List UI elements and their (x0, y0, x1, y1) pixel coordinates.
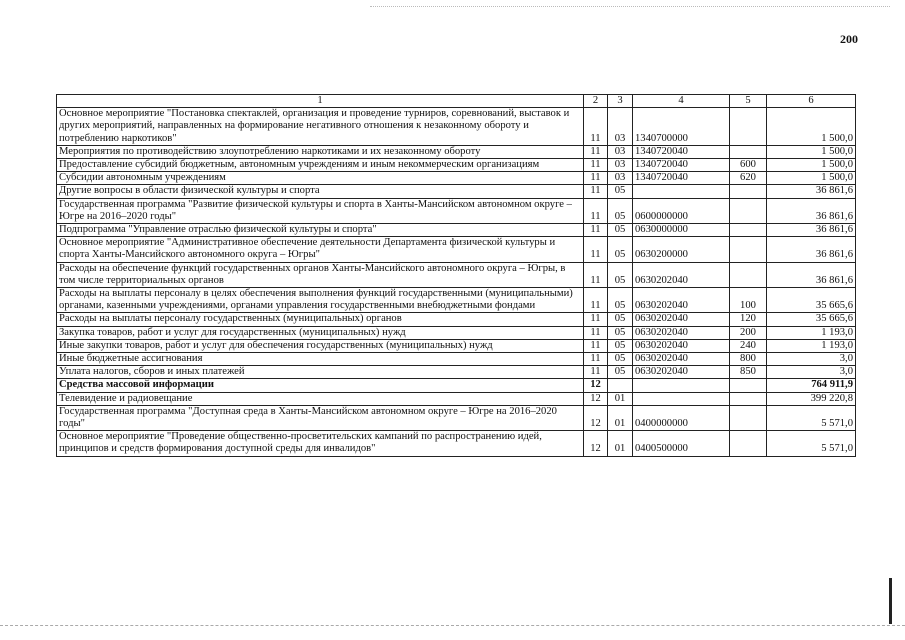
row-amount-cell: 399 220,8 (767, 392, 856, 405)
table-row (57, 339, 856, 352)
row-section-cell: 11 (584, 288, 608, 313)
row-name-cell: Расходы на выплаты персоналу государственных (муниципальных) органов (57, 313, 584, 326)
row-expense-type-cell: 600 (730, 159, 767, 172)
row-expense-type-cell (730, 237, 767, 262)
row-section-cell: 11 (584, 313, 608, 326)
row-subsection-cell: 05 (608, 198, 633, 223)
row-target-article-cell: 0630202040 (633, 313, 730, 326)
row-amount-cell: 1 500,0 (767, 145, 856, 158)
page-number: 200 (840, 32, 858, 46)
row-name-cell: Иные бюджетные ассигнования (57, 353, 584, 366)
row-expense-type-cell: 200 (730, 326, 767, 339)
row-target-article-cell: 0630202040 (633, 262, 730, 287)
row-amount-cell: 36 861,6 (767, 224, 856, 237)
table-row (57, 237, 856, 262)
row-target-article-cell: 0630202040 (633, 353, 730, 366)
row-expense-type-cell: 800 (730, 353, 767, 366)
row-section-cell: 11 (584, 159, 608, 172)
row-section-cell: 12 (584, 405, 608, 430)
table-row (57, 313, 856, 326)
row-amount-cell: 5 571,0 (767, 405, 856, 430)
row-target-article-cell: 1340720040 (633, 159, 730, 172)
header-cell-target-article: 4 (633, 95, 730, 108)
table-row (57, 366, 856, 379)
row-name-cell: Расходы на обеспечение функций государственных органов Ханты-Мансийского автономного округа – Югры, в том числе территориальных органов (57, 262, 584, 287)
row-section-cell: 11 (584, 339, 608, 352)
row-target-article-cell: 0630202040 (633, 326, 730, 339)
row-amount-cell: 36 861,6 (767, 237, 856, 262)
row-section-cell: 12 (584, 392, 608, 405)
row-section-cell: 11 (584, 108, 608, 146)
header-cell-section: 2 (584, 95, 608, 108)
row-amount-cell: 1 500,0 (767, 159, 856, 172)
row-subsection-cell: 01 (608, 405, 633, 430)
row-section-cell: 11 (584, 224, 608, 237)
row-subsection-cell: 05 (608, 326, 633, 339)
row-name-cell: Уплата налогов, сборов и иных платежей (57, 366, 584, 379)
row-subsection-cell: 03 (608, 145, 633, 158)
row-target-article-cell: 0400000000 (633, 405, 730, 430)
row-target-article-cell: 0600000000 (633, 198, 730, 223)
table-row (57, 145, 856, 158)
row-name-cell: Средства массовой информации (57, 379, 584, 392)
row-subsection-cell: 05 (608, 339, 633, 352)
row-expense-type-cell: 240 (730, 339, 767, 352)
row-amount-cell: 1 500,0 (767, 172, 856, 185)
row-name-cell: Подпрограмма "Управление отраслью физической культуры и спорта" (57, 224, 584, 237)
row-section-cell: 11 (584, 366, 608, 379)
table-row (57, 224, 856, 237)
row-name-cell: Расходы на выплаты персоналу в целях обеспечения выполнения функций государственными (муниципальными) органами, казенными учреждениями, органами управления государственными внебюджетными фондами (57, 288, 584, 313)
row-amount-cell: 35 665,6 (767, 288, 856, 313)
row-amount-cell: 1 193,0 (767, 339, 856, 352)
row-amount-cell: 1 193,0 (767, 326, 856, 339)
table-row (57, 262, 856, 287)
row-name-cell: Другие вопросы в области физической культуры и спорта (57, 185, 584, 198)
row-amount-cell: 764 911,9 (767, 379, 856, 392)
table-row (57, 172, 856, 185)
table-row (57, 431, 856, 456)
row-section-cell: 11 (584, 353, 608, 366)
row-target-article-cell: 0630202040 (633, 339, 730, 352)
row-expense-type-cell: 620 (730, 172, 767, 185)
row-subsection-cell: 05 (608, 185, 633, 198)
table-body (57, 95, 856, 457)
row-name-cell: Основное мероприятие "Проведение общественно-просветительских кампаний по распространению идей, принципов и средств формирования доступной среды для инвалидов" (57, 431, 584, 456)
row-expense-type-cell (730, 392, 767, 405)
row-name-cell: Мероприятия по противодействию злоупотреблению наркотиками и их незаконному обороту (57, 145, 584, 158)
row-section-cell: 11 (584, 237, 608, 262)
row-expense-type-cell (730, 379, 767, 392)
header-cell-expense-type: 5 (730, 95, 767, 108)
row-subsection-cell: 05 (608, 237, 633, 262)
row-target-article-cell (633, 379, 730, 392)
row-expense-type-cell (730, 224, 767, 237)
scan-artifact-edge (889, 578, 892, 624)
row-expense-type-cell (730, 145, 767, 158)
row-subsection-cell: 01 (608, 392, 633, 405)
row-target-article-cell (633, 185, 730, 198)
row-amount-cell: 36 861,6 (767, 198, 856, 223)
table-row (57, 288, 856, 313)
row-amount-cell: 1 500,0 (767, 108, 856, 146)
row-subsection-cell: 03 (608, 159, 633, 172)
row-subsection-cell: 05 (608, 353, 633, 366)
row-target-article-cell: 0630202040 (633, 288, 730, 313)
table-row (57, 108, 856, 146)
row-subsection-cell: 03 (608, 108, 633, 146)
table-row (57, 185, 856, 198)
row-expense-type-cell (730, 108, 767, 146)
table-row (57, 405, 856, 430)
row-subsection-cell: 05 (608, 313, 633, 326)
row-name-cell: Предоставление субсидий бюджетным, автономным учреждениям и иным некоммерческим организациям (57, 159, 584, 172)
header-cell-subsection: 3 (608, 95, 633, 108)
row-section-cell: 11 (584, 145, 608, 158)
table-row (57, 198, 856, 223)
row-name-cell: Государственная программа "Развитие физической культуры и спорта в Ханты-Мансийском автономном округе – Югре на 2016–2020 годы" (57, 198, 584, 223)
row-expense-type-cell (730, 262, 767, 287)
row-expense-type-cell: 850 (730, 366, 767, 379)
row-name-cell: Субсидии автономным учреждениям (57, 172, 584, 185)
table-row (57, 353, 856, 366)
table-header-row (57, 95, 856, 108)
row-section-cell: 11 (584, 185, 608, 198)
table-row (57, 159, 856, 172)
row-target-article-cell: 1340700000 (633, 108, 730, 146)
row-name-cell: Закупка товаров, работ и услуг для государственных (муниципальных) нужд (57, 326, 584, 339)
row-target-article-cell: 1340720040 (633, 145, 730, 158)
row-subsection-cell: 01 (608, 431, 633, 456)
row-amount-cell: 3,0 (767, 366, 856, 379)
header-cell-name: 1 (57, 95, 584, 108)
row-section-cell: 11 (584, 326, 608, 339)
row-target-article-cell (633, 392, 730, 405)
row-amount-cell: 35 665,6 (767, 313, 856, 326)
row-expense-type-cell: 100 (730, 288, 767, 313)
row-subsection-cell: 05 (608, 366, 633, 379)
row-section-cell: 12 (584, 379, 608, 392)
scan-artifact-top (370, 6, 890, 7)
row-section-cell: 11 (584, 198, 608, 223)
row-amount-cell: 36 861,6 (767, 262, 856, 287)
row-expense-type-cell (730, 431, 767, 456)
row-expense-type-cell (730, 198, 767, 223)
table-row (57, 379, 856, 392)
row-subsection-cell (608, 379, 633, 392)
scan-artifact-bottom (0, 625, 905, 626)
row-name-cell: Основное мероприятие "Административное обеспечение деятельности Департамента физической культуры и спорта Ханты-Мансийского автономного округа – Югры" (57, 237, 584, 262)
row-section-cell: 11 (584, 172, 608, 185)
row-amount-cell: 3,0 (767, 353, 856, 366)
row-target-article-cell: 0630200000 (633, 237, 730, 262)
row-subsection-cell: 03 (608, 172, 633, 185)
row-subsection-cell: 05 (608, 288, 633, 313)
table-row (57, 326, 856, 339)
row-amount-cell: 36 861,6 (767, 185, 856, 198)
header-cell-amount: 6 (767, 95, 856, 108)
row-name-cell: Иные закупки товаров, работ и услуг для обеспечения государственных (муниципальных) нужд (57, 339, 584, 352)
row-subsection-cell: 05 (608, 262, 633, 287)
row-amount-cell: 5 571,0 (767, 431, 856, 456)
row-expense-type-cell (730, 185, 767, 198)
row-name-cell: Основное мероприятие "Постановка спектаклей, организация и проведение турниров, соревнований, выставок и других мероприятий, направленных на формирование негативного отношения к незаконному обороту и потреблению наркотиков" (57, 108, 584, 146)
row-name-cell: Государственная программа "Доступная среда в Ханты-Мансийском автономном округе – Югре на 2016–2020 годы" (57, 405, 584, 430)
row-section-cell: 12 (584, 431, 608, 456)
table-row (57, 392, 856, 405)
row-expense-type-cell: 120 (730, 313, 767, 326)
row-subsection-cell: 05 (608, 224, 633, 237)
row-target-article-cell: 0630202040 (633, 366, 730, 379)
row-target-article-cell: 0630000000 (633, 224, 730, 237)
row-target-article-cell: 1340720040 (633, 172, 730, 185)
budget-table (56, 94, 856, 457)
row-expense-type-cell (730, 405, 767, 430)
row-target-article-cell: 0400500000 (633, 431, 730, 456)
row-section-cell: 11 (584, 262, 608, 287)
row-name-cell: Телевидение и радиовещание (57, 392, 584, 405)
